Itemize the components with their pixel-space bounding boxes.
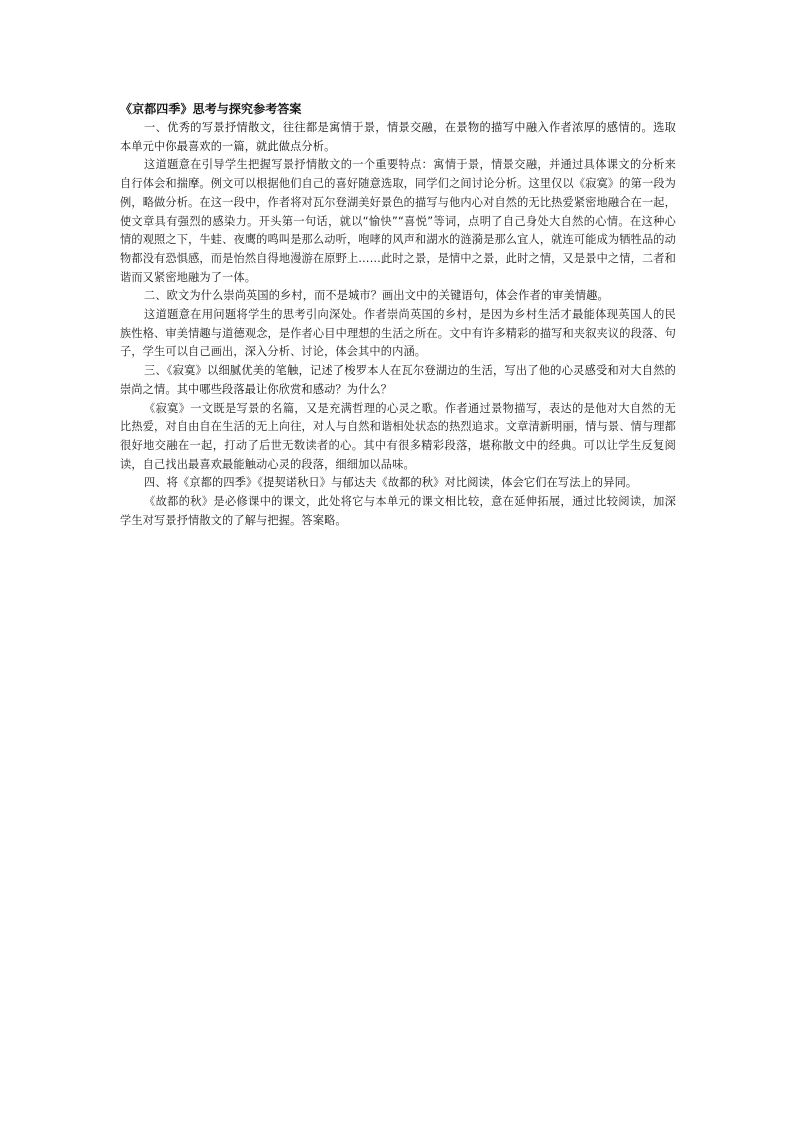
document-title: 《京都四季》思考与探究参考答案 xyxy=(120,102,302,116)
answer-3: 《寂寞》一文既是写景的名篇，又是充满哲理的心灵之歌。作者通过景物描写，表达的是他对大自然的无比热爱，对自由自在生活的无上向往，对人与自然和谐相处状态的热烈追求。文章清新明丽，情与景、情与理都很好地交融在一起，打动了后世无数读者的心。其中有很多精彩段落，堪称散文中的经典。可以让学生反复阅读，自己找出最喜欢最能触动心灵的段落，细细加以品味。 xyxy=(120,401,676,471)
question-1: 一、优秀的写景抒情散文，往往都是寓情于景，情景交融，在景物的描写中融入作者浓厚的感情的。选取本单元中你最喜欢的一篇，就此做点分析。 xyxy=(120,121,676,153)
document-page xyxy=(120,100,676,530)
question-4: 四、将《京都的四季》《提契诺秋日》与郁达夫《故都的秋》对比阅读，体会它们在写法上的异同。 xyxy=(144,476,638,490)
question-3: 三、《寂寞》以细腻优美的笔触，记述了梭罗本人在瓦尔登湖边的生活，写出了他的心灵感受和对大自然的崇尚之情。其中哪些段落最让你欣赏和感动？为什么？ xyxy=(120,364,676,396)
answer-2: 这道题意在用问题将学生的思考引向深处。作者崇尚英国的乡村，是因为乡村生活才最能体现英国人的民族性格、审美情趣与道德观念，是作者心目中理想的生活之所在。文中有许多精彩的描写和夹叙夹议的段落、句子，学生可以自己画出，深入分析、讨论，体会其中的内涵。 xyxy=(120,308,676,359)
question-2: 二、欧文为什么崇尚英国的乡村，而不是城市？画出文中的关键语句，体会作者的审美情趣。 xyxy=(144,289,609,303)
answer-1: 这道题意在引导学生把握写景抒情散文的一个重要特点：寓情于景，情景交融，并通过具体课文的分析来自行体会和揣摩。例文可以根据他们自己的喜好随意选取，同学们之间讨论分析。这里仅以《寂寞》的第一段为例，略做分析。在这一段中，作者将对瓦尔登湖美好景色的描写与他内心对自然的无比热爱紧密地融合在一起，使文章具有强烈的感染力。开头第一句话，就以“愉快”“喜悦”等词，点明了自己身处大自然的心情。在这种心情的观照之下，牛蛙、夜鹰的鸣叫是那么动听，咆哮的风声和湖水的涟漪是那么宜人，就连可能成为牺牲品的动物都没有恐惧感，而是怡然自得地漫游在原野上……此时之景，是情中之景，此时之情，又是景中之情，二者和谐而又紧密地融为了一体。 xyxy=(120,158,676,284)
answer-4: 《故都的秋》是必修课中的课文，此处将它与本单元的课文相比较，意在延伸拓展，通过比较阅读，加深学生对写景抒情散文的了解与把握。答案略。 xyxy=(120,495,676,527)
